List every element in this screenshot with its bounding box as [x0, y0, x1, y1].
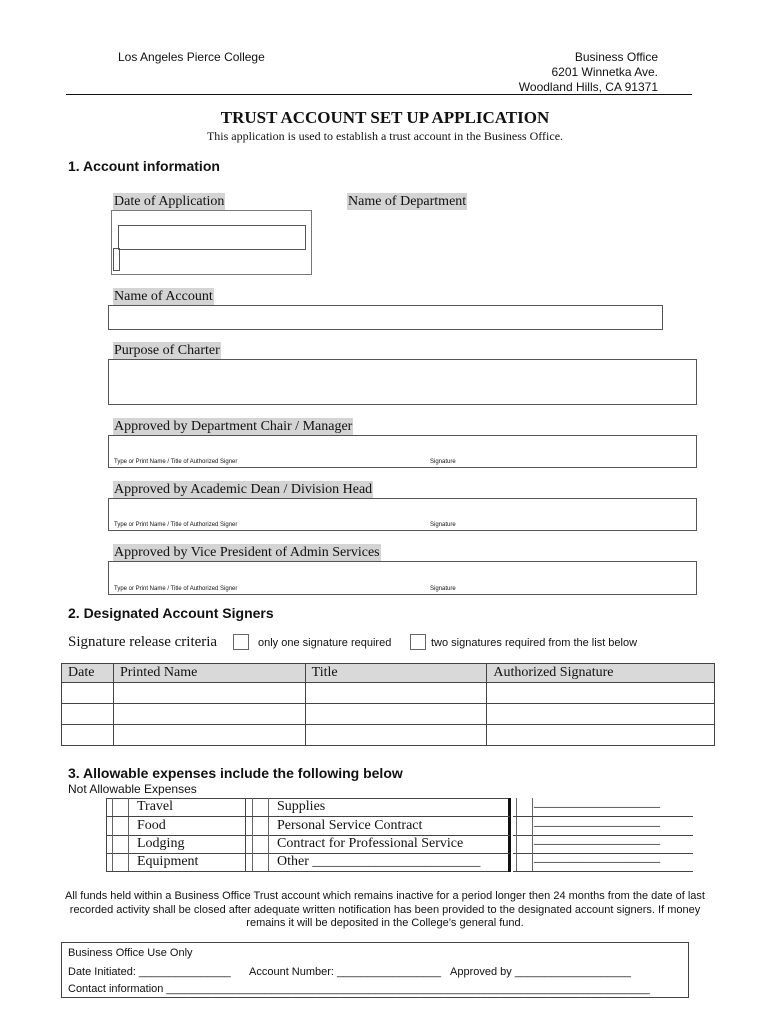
equipment-checkbox[interactable] — [112, 853, 129, 871]
name-of-account-label: Name of Account — [114, 289, 213, 304]
signers-table — [61, 663, 715, 746]
date-cell[interactable] — [62, 683, 114, 704]
not-allowable-line[interactable]: __________________ — [534, 814, 660, 829]
signature-criteria-label: Signature release criteria — [68, 634, 218, 650]
purpose-of-charter-input[interactable] — [108, 359, 697, 405]
not-allowable-line[interactable]: __________________ — [534, 832, 660, 847]
header-divider — [66, 94, 692, 95]
office-use-heading: Business Office Use Only — [68, 947, 193, 959]
not-allowable-checkbox[interactable] — [516, 853, 533, 871]
signer-caption: Type or Print Name / Title of Authorized Signer — [114, 586, 238, 592]
column-header-title: Title — [305, 664, 487, 683]
table-row — [62, 704, 715, 725]
date-of-application-input[interactable] — [118, 225, 306, 250]
expense-item: Lodging — [137, 836, 185, 851]
one-signature-label: only one signature required — [258, 637, 392, 649]
signer-caption: Type or Print Name / Title of Authorized Signer — [114, 522, 238, 528]
expense-item: Supplies — [277, 799, 326, 814]
column-header-printed-name: Printed Name — [113, 664, 305, 683]
title-cell[interactable] — [305, 683, 487, 704]
approval-vp-field[interactable] — [108, 561, 697, 595]
date-initiated-field[interactable]: Date Initiated: _______________ — [68, 966, 231, 978]
inactive-funds-notice: All funds held within a Business Office Trust account which remains inactive for a period longer then 24 months from the date of last recorded activity shall be closed after adequate written notification has been provided to the designated account signers. If money remains it will be deposited in the College’s general fund. — [65, 890, 705, 929]
signature-caption: Signature — [430, 586, 456, 592]
office-city: Woodland Hills, CA 91371 — [518, 80, 658, 94]
expense-item: Personal Service Contract — [277, 818, 423, 833]
printed-name-cell[interactable] — [113, 683, 305, 704]
approval-vp-label: Approved by Vice President of Admin Services — [114, 545, 380, 560]
office-name: Business Office — [574, 50, 658, 64]
approval-dean-label: Approved by Academic Dean / Division Head — [114, 482, 373, 497]
section-1-heading: 1. Account information — [68, 158, 220, 174]
approved-by-field[interactable]: Approved by ___________________ — [450, 966, 632, 978]
column-header-authorized-signature: Authorized Signature — [487, 664, 715, 683]
title-cell[interactable] — [305, 704, 487, 725]
date-cell[interactable] — [62, 704, 114, 725]
approval-dept-chair-label: Approved by Department Chair / Manager — [114, 419, 353, 434]
printed-name-cell[interactable] — [113, 725, 305, 746]
college-name: Los Angeles Pierce College — [118, 50, 265, 64]
travel-checkbox[interactable] — [112, 798, 129, 816]
two-signatures-checkbox[interactable] — [410, 634, 426, 650]
approval-dean-field[interactable] — [108, 498, 697, 531]
contact-information-field[interactable]: Contact information _______________________________________________________________________________ — [68, 983, 650, 995]
title-cell[interactable] — [305, 725, 487, 746]
purpose-of-charter-label: Purpose of Charter — [114, 343, 220, 358]
signer-caption: Type or Print Name / Title of Authorized Signer — [114, 459, 238, 465]
date-of-application-label: Date of Application — [114, 194, 225, 209]
personal-service-checkbox[interactable] — [252, 817, 269, 835]
not-allowable-checkbox[interactable] — [516, 835, 533, 853]
office-address — [519, 50, 658, 95]
date-field-handle[interactable] — [113, 248, 120, 271]
expense-item: Equipment — [137, 854, 199, 869]
expense-row — [106, 850, 693, 871]
not-allowable-checkbox[interactable] — [516, 798, 533, 816]
food-checkbox[interactable] — [112, 817, 129, 835]
expense-item: Contract for Professional Service — [277, 836, 464, 851]
section-3-heading: 3. Allowable expenses include the following below — [68, 765, 403, 781]
expense-item-other[interactable]: Other ________________________ — [277, 854, 481, 869]
section-2-heading: 2. Designated Account Signers — [68, 605, 274, 621]
supplies-checkbox[interactable] — [252, 798, 269, 816]
two-signatures-label: two signatures required from the list below — [431, 637, 638, 649]
form-subtitle: This application is used to establish a trust account in the Business Office. — [206, 129, 564, 143]
name-of-account-input[interactable] — [108, 305, 663, 330]
not-allowable-label: Not Allowable Expenses — [68, 782, 197, 796]
row-line — [513, 871, 693, 872]
form-title: TRUST ACCOUNT SET UP APPLICATION — [220, 108, 550, 127]
printed-name-cell[interactable] — [113, 704, 305, 725]
signature-cell[interactable] — [487, 683, 715, 704]
expenses-grid — [106, 795, 693, 872]
one-signature-checkbox[interactable] — [233, 634, 249, 650]
approval-dept-chair-field[interactable] — [108, 435, 697, 468]
office-street: 6201 Winnetka Ave. — [551, 65, 658, 79]
professional-service-checkbox[interactable] — [252, 835, 269, 853]
signers-header-row — [62, 664, 715, 683]
lodging-checkbox[interactable] — [112, 835, 129, 853]
signature-caption: Signature — [430, 522, 456, 528]
business-office-use-box — [61, 942, 689, 998]
expense-item: Travel — [137, 799, 174, 814]
account-number-field[interactable]: Account Number: _________________ — [249, 966, 442, 978]
table-row — [62, 683, 715, 704]
not-allowable-line[interactable]: __________________ — [534, 795, 660, 810]
department-label: Name of Department — [348, 194, 467, 209]
signature-cell[interactable] — [487, 704, 715, 725]
not-allowable-line[interactable]: __________________ — [534, 850, 660, 865]
date-cell[interactable] — [62, 725, 114, 746]
signature-caption: Signature — [430, 459, 456, 465]
not-allowable-checkbox[interactable] — [516, 817, 533, 835]
other-checkbox[interactable] — [252, 853, 269, 871]
signature-cell[interactable] — [487, 725, 715, 746]
table-row — [62, 725, 715, 746]
expense-item: Food — [137, 818, 166, 833]
column-header-date: Date — [62, 664, 114, 683]
